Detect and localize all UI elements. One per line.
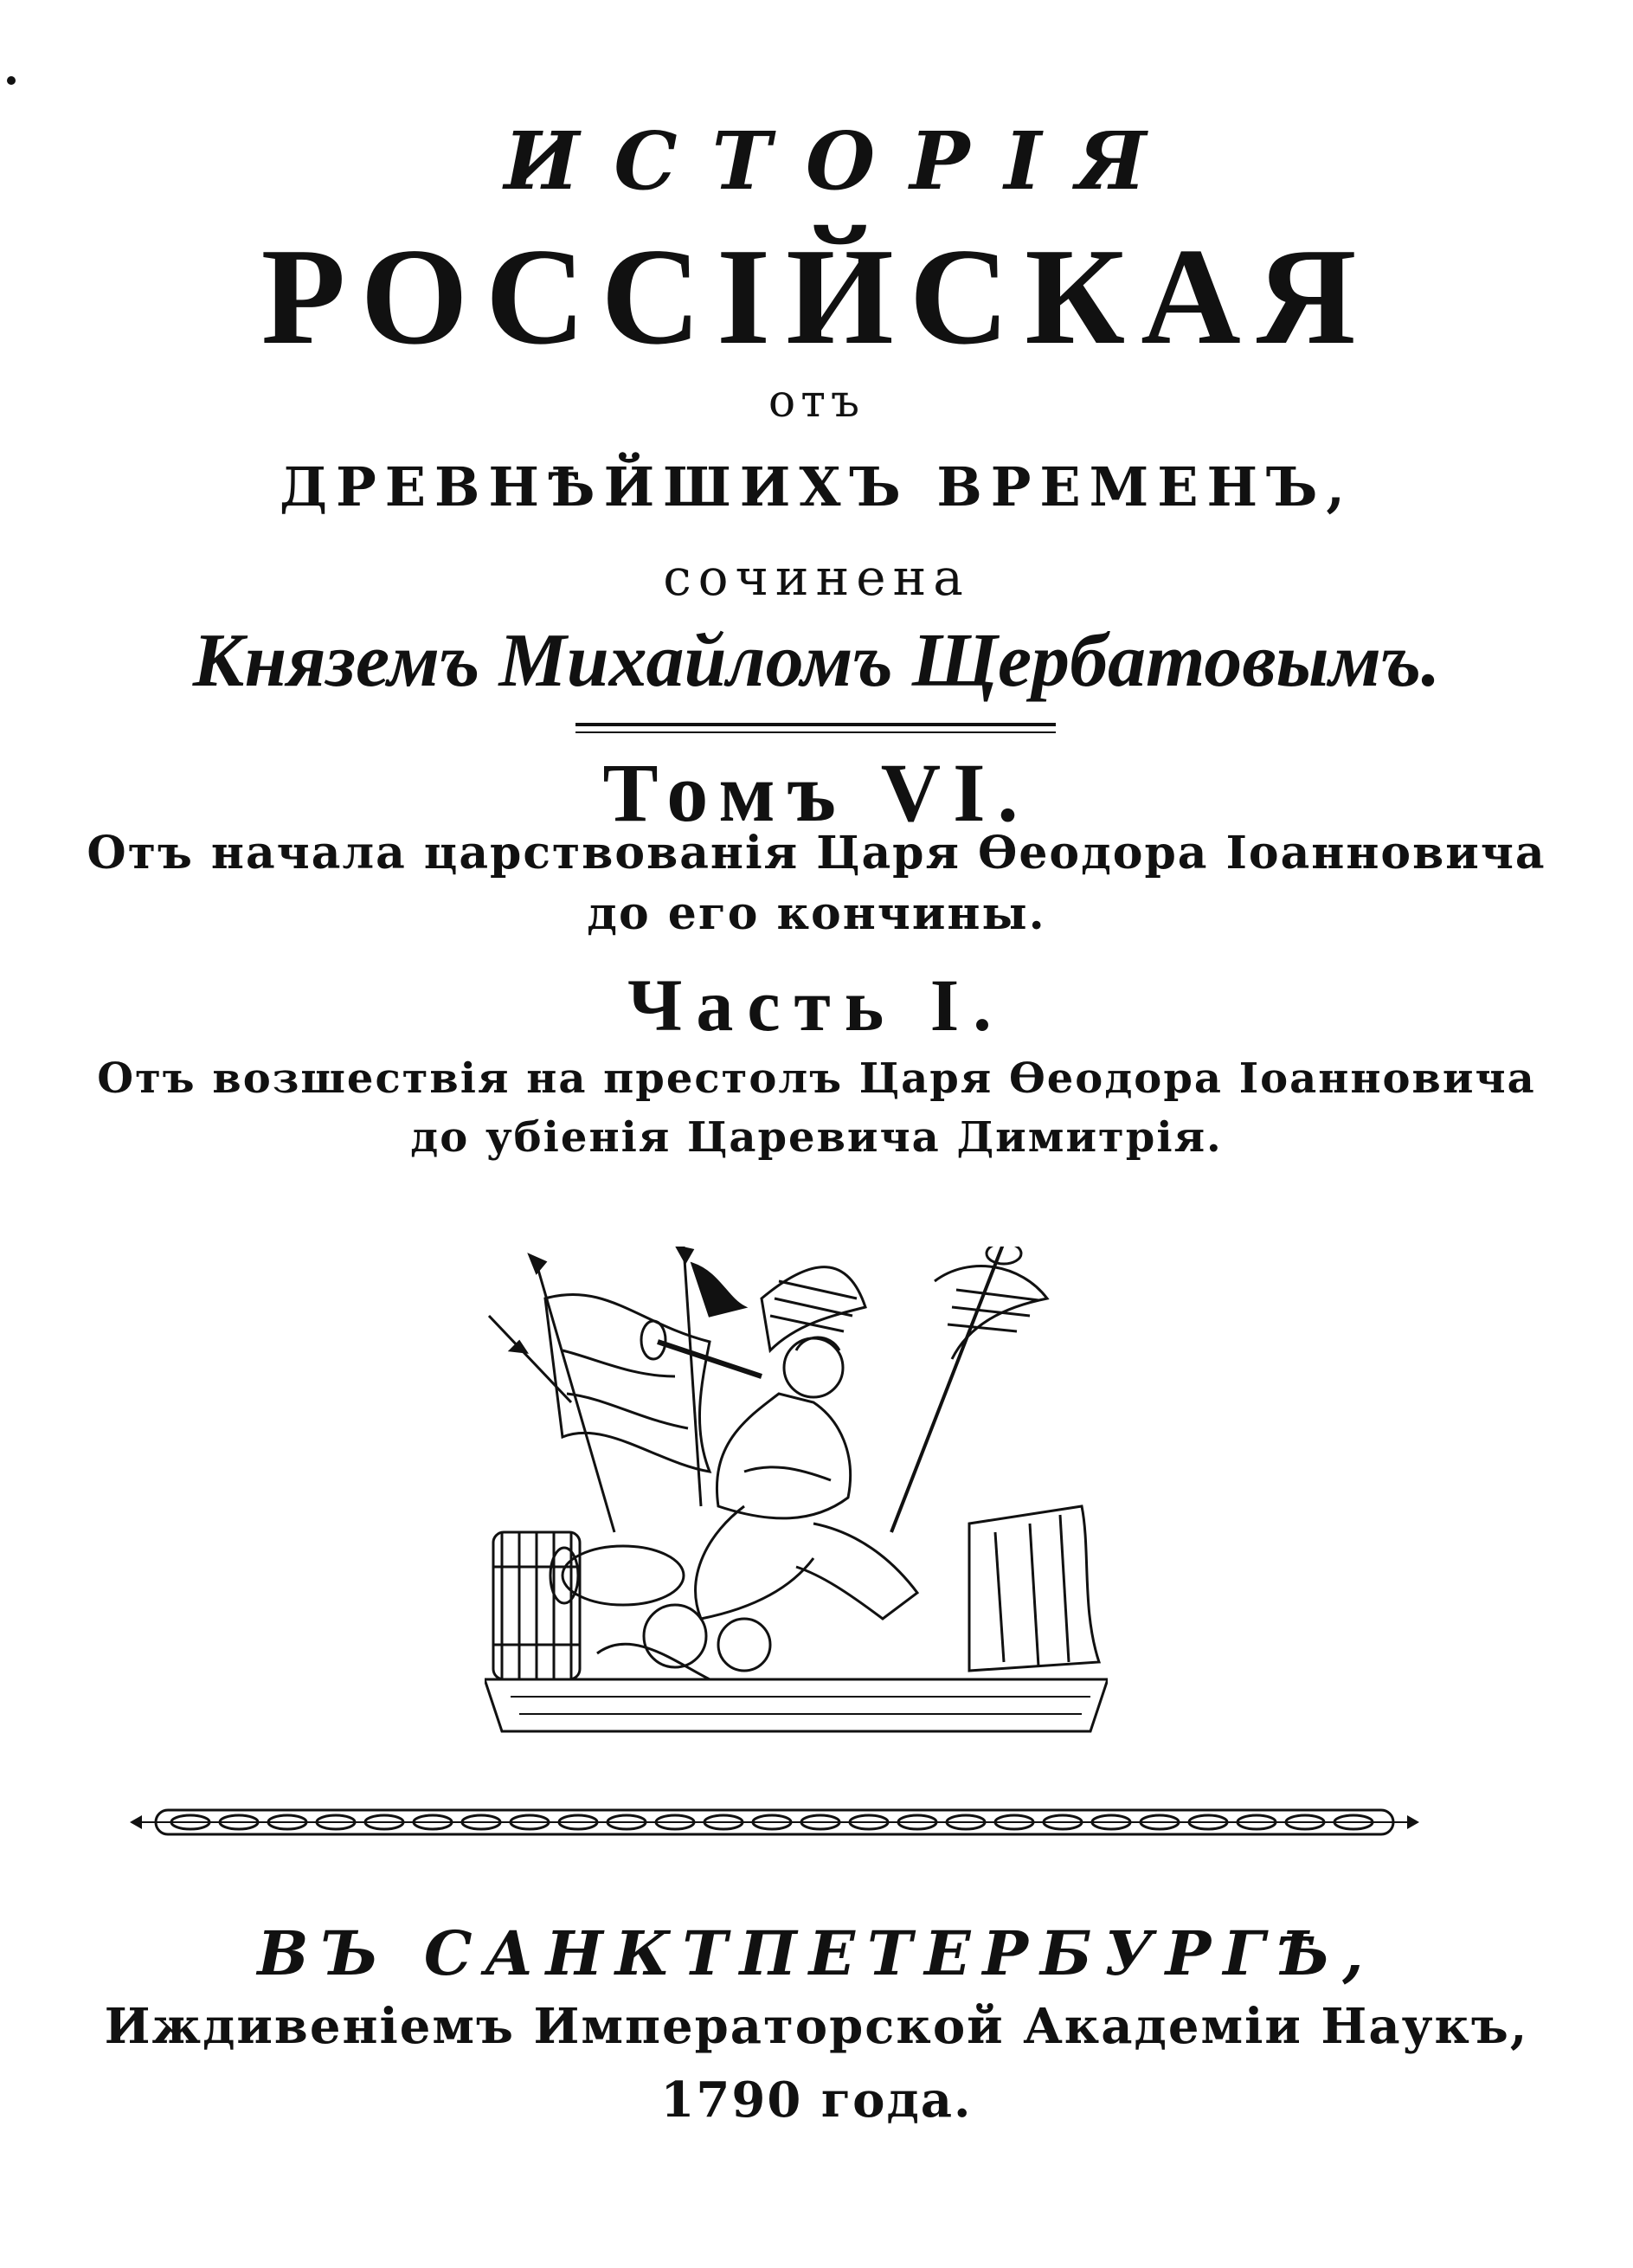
title-divider-thin bbox=[575, 731, 1056, 733]
volume-heading: Томъ VI. bbox=[602, 746, 1031, 839]
city-line: ВЪ САНКТПЕТЕРБУРГѢ, bbox=[257, 1917, 1376, 1989]
part-heading: Часть I. bbox=[627, 963, 1006, 1047]
volume-description-line2: до его кончины. bbox=[587, 887, 1046, 940]
ink-speck bbox=[7, 76, 16, 85]
composed-word: сочинена bbox=[663, 548, 970, 607]
ancient-times: ДРЕВНѢЙШИХЪ ВРЕМЕНЪ, bbox=[280, 455, 1353, 519]
part-description-line2: до убіенія Царевича Димитрія. bbox=[410, 1113, 1223, 1162]
year-line: 1790 года. bbox=[660, 2071, 973, 2129]
volume-description-line1: Отъ начала царствованія Царя Ѳеодора Іоанновича bbox=[87, 827, 1546, 879]
title-top: ИСТОРІЯ bbox=[504, 114, 1181, 208]
title-divider bbox=[575, 723, 1056, 726]
title-main: РОССІЙСКАЯ bbox=[260, 219, 1373, 373]
author-name: Княземъ Михайломъ Щербатовымъ. bbox=[192, 619, 1441, 703]
angel-trumpet-vignette-icon bbox=[485, 1247, 1108, 1749]
chain-border-ornament-icon bbox=[130, 1805, 1419, 1840]
publisher-line: Иждивеніемъ Императорской Академіи Наукъ, bbox=[104, 1998, 1529, 2055]
part-description-line1: Отъ возшествія на престолъ Царя Ѳеодора Іоанновича bbox=[97, 1054, 1536, 1103]
from-word: отъ bbox=[768, 376, 865, 428]
